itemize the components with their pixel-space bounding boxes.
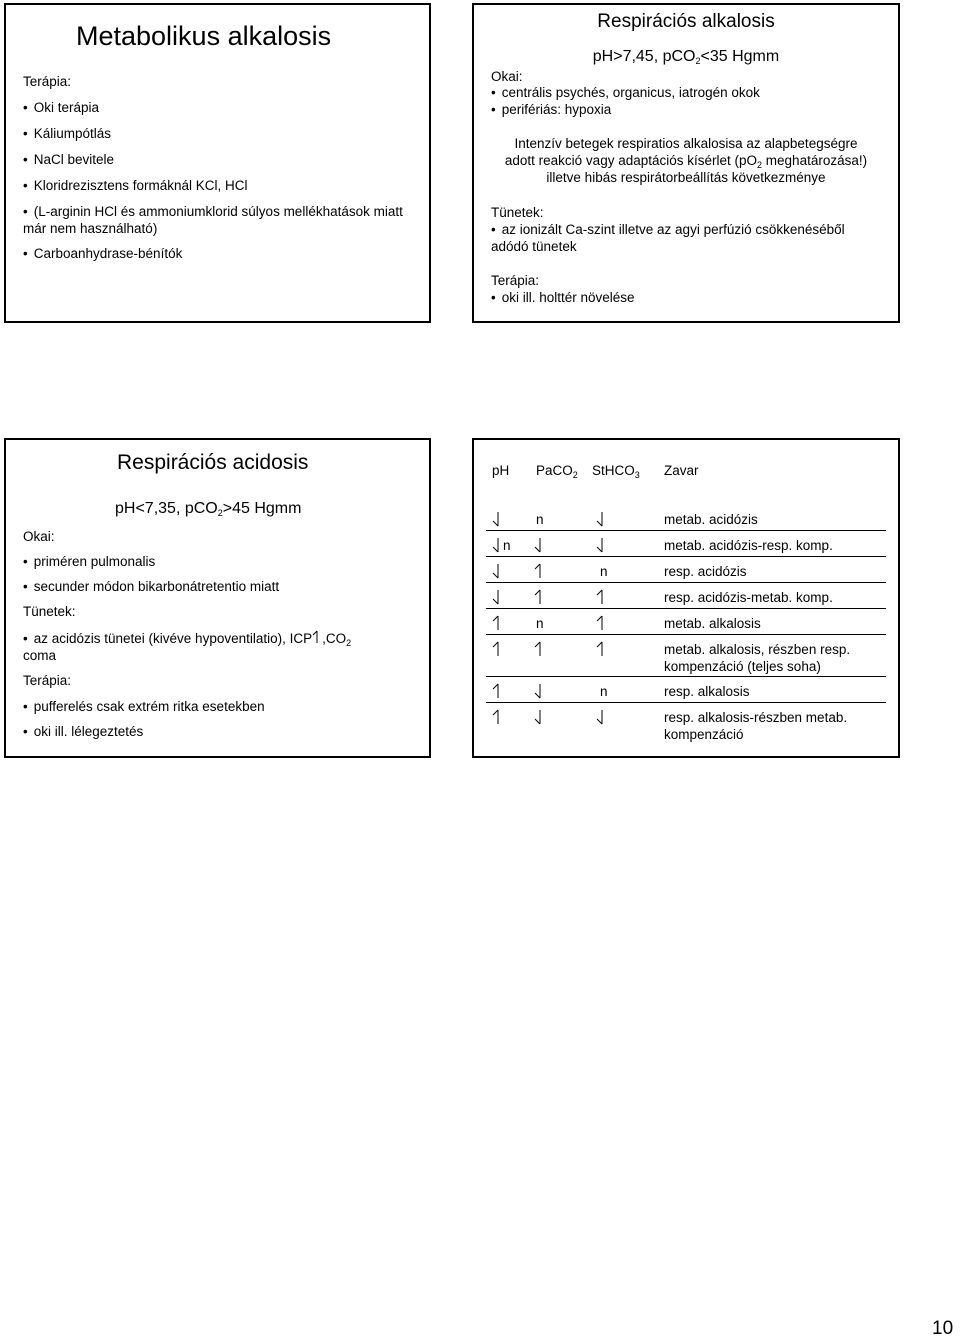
slide-metabolic-alkalosis — [4, 3, 431, 323]
row-divider — [486, 634, 886, 635]
header-zavar: Zavar — [664, 463, 699, 478]
cell-ph-arrow — [492, 615, 504, 635]
cell-ph-normal: n — [503, 538, 511, 553]
cell-zavar: resp. alkalosis — [664, 684, 750, 699]
cell-ph-arrow — [492, 683, 504, 703]
cell-ph-arrow — [492, 511, 504, 531]
arrow-down-icon — [534, 683, 546, 699]
cell-paco-arrow — [534, 641, 546, 661]
cell-zavar: kompenzáció (teljes soha) — [664, 659, 821, 674]
arrow-down-icon — [492, 511, 504, 527]
cell-paco-arrow — [534, 589, 546, 609]
cell-sthco-arrow — [596, 709, 608, 729]
row-divider — [486, 582, 886, 583]
list-item: • az ionizált Ca-szint illetve az agyi perfúzió csökkenéséből — [491, 221, 845, 238]
arrow-up-icon — [492, 641, 504, 657]
cell-sthco: n — [600, 684, 608, 699]
cell-paco-arrow — [534, 537, 546, 557]
list-item: • pufferelés csak extrém ritka esetekben — [23, 698, 265, 715]
cell-zavar: resp. alkalosis-részben metab. — [664, 710, 848, 725]
cell-paco: n — [536, 512, 544, 527]
list-item-continuation: adódó tünetek — [491, 239, 577, 254]
cell-ph-arrow — [492, 589, 504, 609]
list-item: • NaCl bevitele — [23, 151, 114, 168]
row-divider — [486, 702, 886, 703]
arrow-down-icon — [534, 709, 546, 725]
slide-respiratory-acidosis — [4, 438, 431, 758]
paragraph-line: adott reakció vagy adaptációs kísérlet ($pO_2$ meghatározása!) — [504, 153, 868, 170]
cell-paco-arrow — [534, 683, 546, 703]
cell-sthco-arrow — [596, 537, 608, 557]
arrow-up-icon — [492, 615, 504, 631]
symptoms-label: Tünetek: — [491, 205, 544, 220]
slide-acid-base-table — [472, 438, 900, 758]
cell-sthco-arrow — [596, 641, 608, 661]
cell-paco: n — [536, 616, 544, 631]
page-number: 10 — [932, 1318, 954, 1339]
row-divider — [486, 556, 886, 557]
cell-zavar: kompenzáció — [664, 727, 744, 742]
cell-sthco-arrow — [596, 589, 608, 609]
cell-zavar: metab. acidózis — [664, 512, 758, 527]
cell-zavar: resp. acidózis-metab. komp. — [664, 590, 833, 605]
list-item: • az acidózis tünetei (kivéve hypoventilatio), ICP $,CO_2$ — [23, 630, 351, 647]
row-divider — [486, 530, 886, 531]
header-sthco3: StHCO$_3$ — [592, 463, 640, 480]
arrow-down-icon — [596, 537, 608, 553]
cell-ph-arrow — [492, 709, 504, 729]
cell-sthco-arrow — [596, 511, 608, 531]
arrow-down-icon — [534, 537, 546, 553]
arrow-up-icon — [596, 589, 608, 605]
list-item: • Carboanhydrase-bénítók — [23, 245, 182, 262]
list-item: • Kloridrezisztens formáknál KCl, HCl — [23, 177, 248, 194]
paragraph-line: Intenzív betegek respiratios alkalosisa az alapbetegségre — [514, 136, 858, 151]
row-divider — [486, 676, 886, 677]
slide-subtitle: pH<7,35, pCO$_2$>45 Hgmm — [115, 500, 302, 518]
list-item: • (L-arginin HCl és ammoniumklorid súlyos mellékhatások miatt már nem használható) — [23, 203, 403, 237]
therapy-label: Terápia: — [23, 74, 72, 89]
list-item: • oki ill. holttér növelése — [491, 289, 635, 306]
arrow-down-icon — [492, 563, 504, 579]
list-item: • perifériás: hypoxia — [491, 101, 611, 118]
symptoms-label: Tünetek: — [23, 604, 76, 619]
cell-sthco: n — [600, 564, 608, 579]
list-item: • oki ill. lélegeztetés — [23, 723, 143, 740]
therapy-label: Terápia: — [491, 273, 540, 288]
list-item: • centrális psychés, organicus, iatrogén okok — [491, 84, 760, 101]
cell-zavar: metab. alkalosis — [664, 616, 761, 631]
causes-label: Okai: — [491, 69, 523, 84]
cell-sthco-arrow — [596, 615, 608, 635]
paragraph-line: illetve hibás respirátorbeállítás következménye — [546, 170, 826, 185]
arrow-up-icon — [492, 683, 504, 699]
header-paco2: PaCO$_2$ — [536, 463, 578, 480]
slide-respiratory-alkalosis — [472, 3, 900, 323]
arrow-up-icon — [492, 709, 504, 725]
slide-subtitle: pH>7,45, pCO$_2$<35 Hgmm — [592, 48, 780, 66]
list-item-continuation: coma — [23, 648, 57, 663]
cell-paco-arrow — [534, 709, 546, 729]
slide-title: Respirációs alkalosis — [597, 11, 775, 32]
arrow-up-icon — [596, 615, 608, 631]
arrow-up-icon — [534, 589, 546, 605]
arrow-down-icon — [596, 709, 608, 725]
cell-zavar: metab. alkalosis, részben resp. — [664, 642, 851, 657]
slide-title: Respirációs acidosis — [117, 451, 309, 474]
therapy-label: Terápia: — [23, 673, 72, 688]
cell-paco-arrow — [534, 563, 546, 583]
cell-zavar: resp. acidózis — [664, 564, 747, 579]
slide-title: Metabolikus alkalosis — [76, 21, 332, 51]
cell-ph-arrow — [492, 641, 504, 661]
causes-label: Okai: — [23, 529, 55, 544]
arrow-up-icon — [534, 641, 546, 657]
list-item: • Káliumpótlás — [23, 125, 111, 142]
arrow-up-icon — [596, 641, 608, 657]
list-item: • secunder módon bikarbonátretentio miatt — [23, 578, 279, 595]
row-divider — [486, 608, 886, 609]
header-ph: pH — [492, 463, 510, 478]
arrow-down-icon — [596, 511, 608, 527]
list-item: • priméren pulmonalis — [23, 553, 155, 570]
cell-ph-arrow — [492, 563, 504, 583]
cell-zavar: metab. acidózis-resp. komp. — [664, 538, 833, 553]
arrow-down-icon — [492, 589, 504, 605]
arrow-up-icon — [534, 563, 546, 579]
list-item: • Oki terápia — [23, 99, 99, 116]
arrow-up-icon — [312, 630, 322, 644]
